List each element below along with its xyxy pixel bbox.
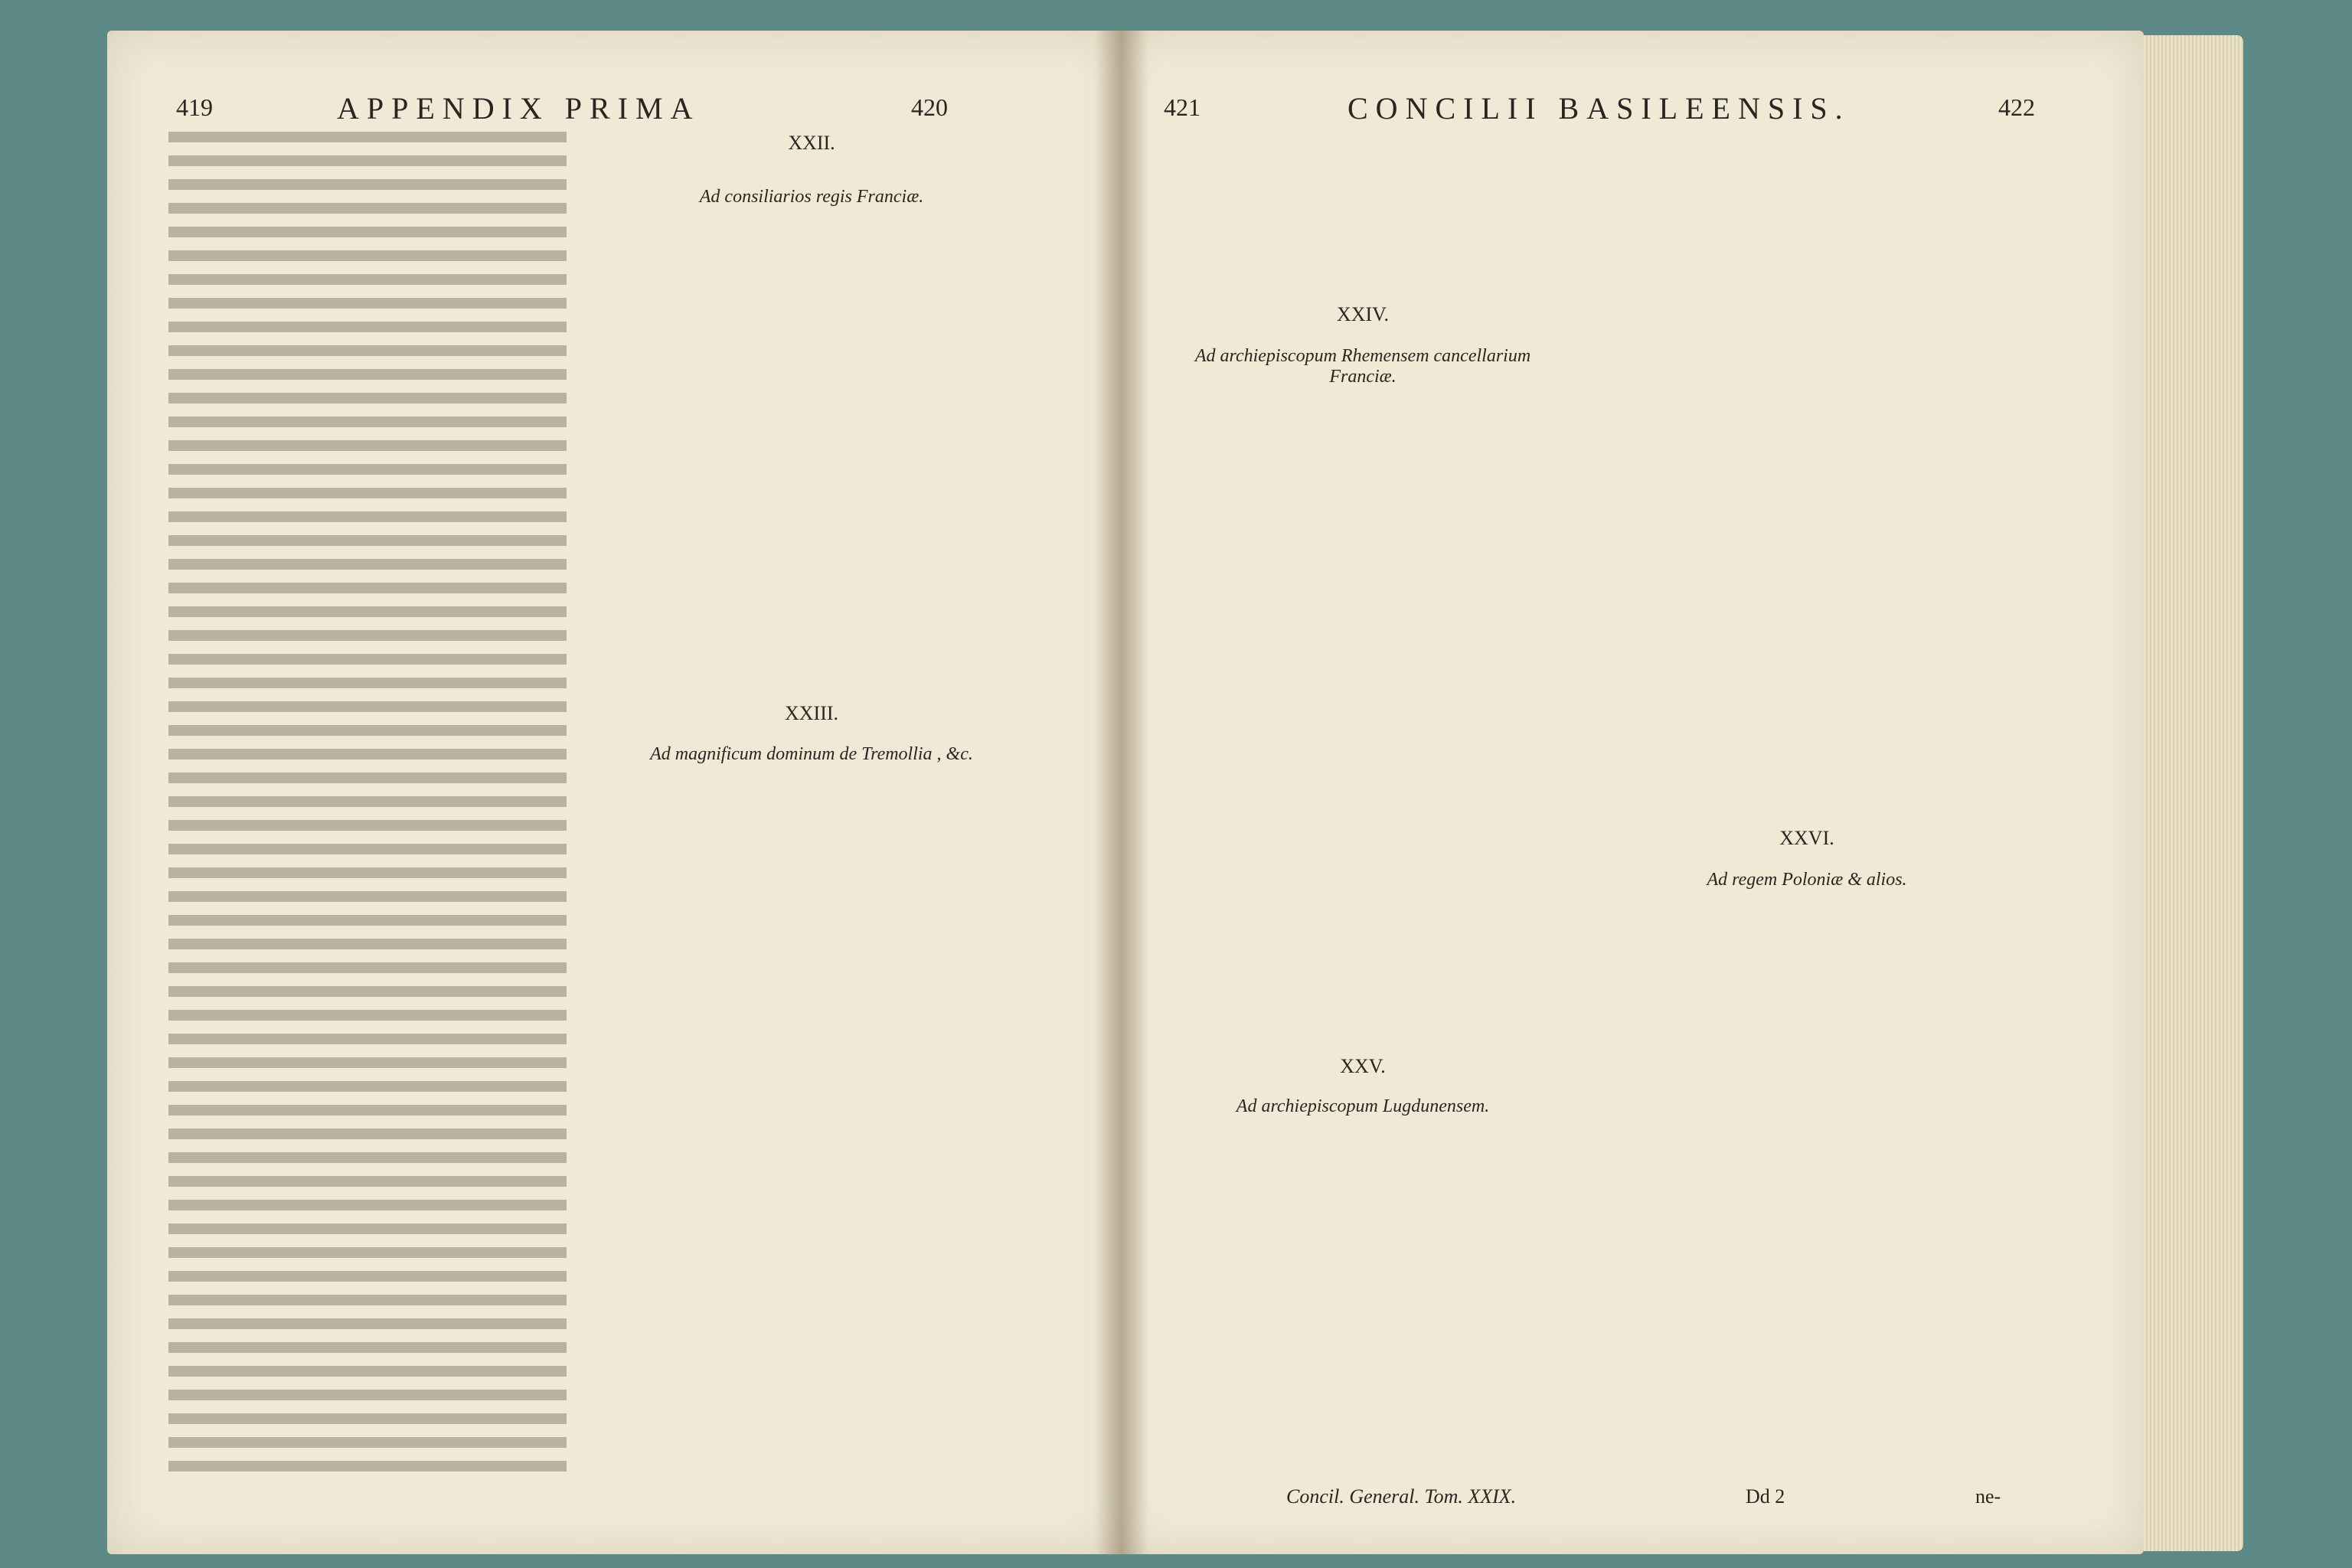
heading-xxiii-title: Ad magnificum dominum de Tremollia , &c. xyxy=(650,744,973,764)
page-edges xyxy=(2144,35,2243,1551)
footer-gathering: Dd 2 xyxy=(1746,1485,1785,1508)
left-page xyxy=(107,31,1118,1554)
heading-xxv-number: XXV. xyxy=(1340,1055,1386,1077)
right-page xyxy=(1118,31,2144,1554)
right-page-number: 422 xyxy=(1998,93,2035,121)
heading-xxiv-title: Ad archiepiscopum Rhemensem cancellarium Franciæ. xyxy=(1194,346,1531,387)
right-running-head: CONCILII BASILEENSIS. xyxy=(1348,91,1851,126)
left-page-number-inner: 420 xyxy=(911,93,948,121)
heading-xxv-title: Ad archiepiscopum Lugdunensem. xyxy=(1236,1096,1490,1116)
catchword: ne- xyxy=(1975,1485,2001,1508)
footer-signature: Concil. General. Tom. XXIX. xyxy=(1286,1485,1517,1508)
book-spread xyxy=(107,31,2144,1554)
left-column-b xyxy=(612,132,1011,1479)
right-column-b xyxy=(1608,132,2006,1479)
left-running-head: APPENDIX PRIMA xyxy=(337,91,701,126)
book-gutter xyxy=(1095,31,1148,1554)
heading-xxiv-number: XXIV. xyxy=(1336,303,1390,325)
left-column-a xyxy=(168,132,567,1479)
heading-xxii-number: XXII. xyxy=(788,132,835,154)
heading-xxvi-number: XXVI. xyxy=(1779,827,1834,849)
heading-xxvi-title: Ad regem Poloniæ & alios. xyxy=(1707,870,1907,890)
right-column-a xyxy=(1164,132,1562,1479)
heading-xxii-title: Ad consiliarios regis Franciæ. xyxy=(699,187,924,207)
right-page-number-inner: 421 xyxy=(1164,93,1200,121)
left-page-number: 419 xyxy=(176,93,213,121)
heading-xxiii-number: XXIII. xyxy=(784,702,839,724)
